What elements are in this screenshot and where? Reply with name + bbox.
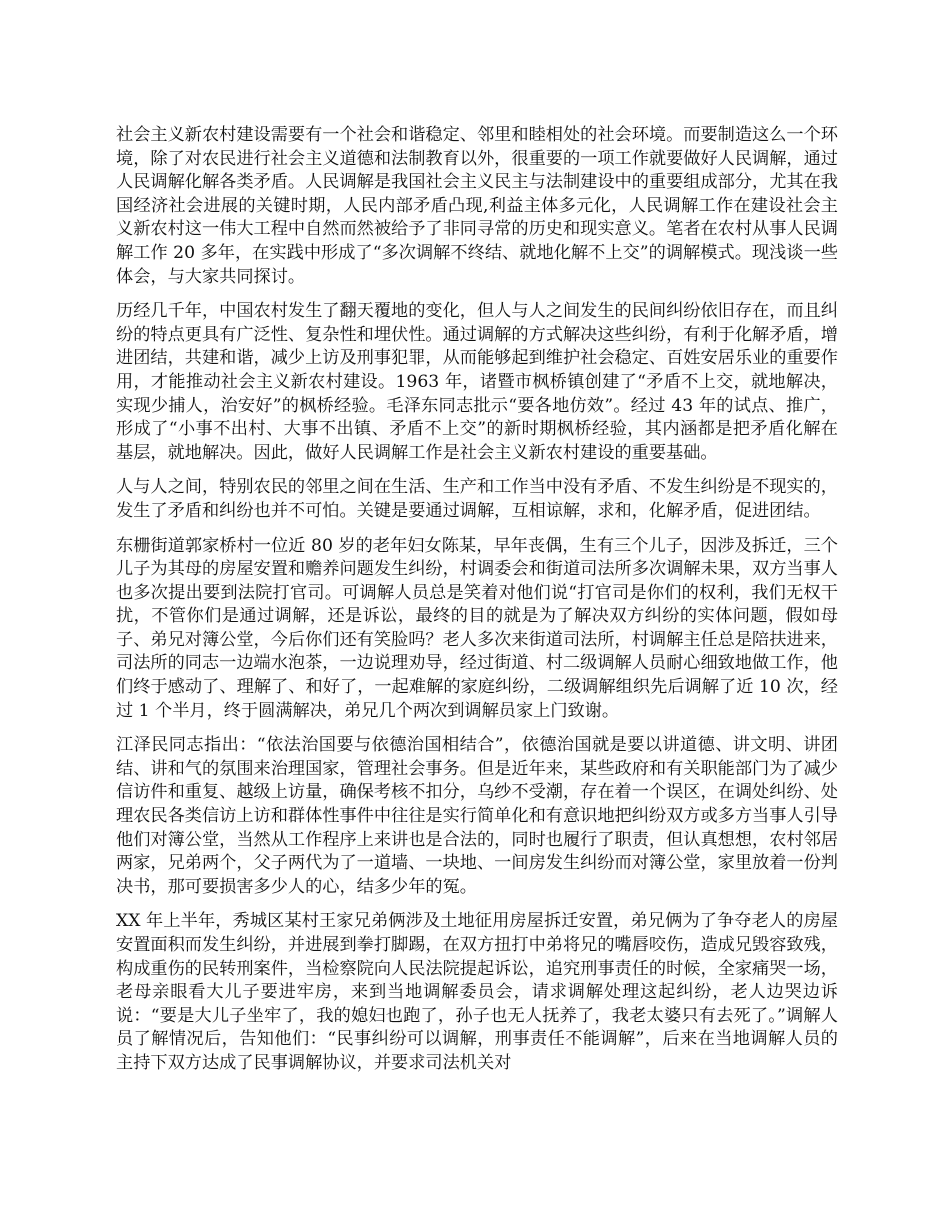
paragraph-5: 江泽民同志指出：“依法治国要与依德治国相结合”，依德治国就是要以讲道德、讲文明、讲团结、讲和气的氛围来治理国家，管理社会事务。但是近年来，某些政府和有关职能部门为了减少信访件和重复、越级上访量，确保考核不扣分，乌纱不受潮，存在着一个误区，在调处纠纷、处理农民各类信访上访和群体性事件中往往是实行简单化和有意识地把纠纷双方或多方当事人引导他们对簿公堂，当然从工作程序上来讲也是合法的，同时也履行了职责，但认真想想，农村邻居两家，兄弟两个，父子两代为了一道墙、一块地、一间房发生纠纷而对簿公堂，家里放着一份判决书，那可要损害多少人的心，结多少年的冤。 xyxy=(116,735,838,897)
paragraph-4: 东栅街道郭家桥村一位近 80 岁的老年妇女陈某，早年丧偶，生有三个儿子，因涉及拆迁，三个儿子为其母的房屋安置和赡养问题发生纠纷，村调委会和街道司法所多次调解未果，双方当事人也多次提出要到法院打官司。可调解人员总是笑着对他们说“打官司是你们的权利，我们无权干扰，不管你们是通过调解，还是诉讼，最终的目的就是为了解决双方纠纷的实体问题，假如母子、弟兄对簿公堂，今后你们还有笑脸吗？老人多次来街道司法所，村调解主任总是陪扶进来，司法所的同志一边端水泡茶，一边说理劝导，经过街道、村二级调解人员耐心细致地做工作，他们终于感动了、理解了、和好了，一起难解的家庭纠纷，二级调解组织先后调解了近 10 次，经过 1 个半月，终于圆满解决，弟兄几个两次到调解员家上门致谢。 xyxy=(116,535,838,721)
paragraph-1: 社会主义新农村建设需要有一个社会和谐稳定、邻里和睦相处的社会环境。而要制造这么一个环境，除了对农民进行社会主义道德和法制教育以外，很重要的一项工作就要做好人民调解，通过人民调解化解各类矛盾。人民调解是我国社会主义民主与法制建设中的重要组成部分，尤其在我国经济社会进展的关键时期，人民内部矛盾凸现,利益主体多元化，人民调解工作在建设社会主义新农村这一伟大工程中自然而然被给予了非同寻常的历史和现实意义。笔者在农村从事人民调解工作 20 多年，在实践中形成了“多次调解不终结、就地化解不上交”的调解模式。现浅谈一些体会，与大家共同探讨。 xyxy=(116,125,838,287)
paragraph-2: 历经几千年，中国农村发生了翻天覆地的变化，但人与人之间发生的民间纠纷依旧存在，而且纠纷的特点更具有广泛性、复杂性和埋伏性。通过调解的方式解决这些纠纷，有利于化解矛盾，增进团结，共建和谐，减少上访及刑事犯罪，从而能够起到维护社会稳定、百姓安居乐业的重要作用，才能推动社会主义新农村建设。1963 年，诸暨市枫桥镇创建了“矛盾不上交，就地解决，实现少捕人，治安好”的枫桥经验。毛泽东同志批示“要各地仿效”。经过 43 年的试点、推广，形成了“小事不出村、大事不出镇、矛盾不上交”的新时期枫桥经验，其内涵都是把矛盾化解在基层，就地解决。因此，做好人民调解工作是社会主义新农村建设的重要基础。 xyxy=(116,301,838,463)
paragraph-6: XX 年上半年，秀城区某村王家兄弟俩涉及土地征用房屋拆迁安置，弟兄俩为了争夺老人的房屋安置面积而发生纠纷，并进展到拳打脚踢，在双方扭打中弟将兄的嘴唇咬伤，造成兄毁容致残，构成重伤的民转刑案件，当检察院向人民法院提起诉讼，追究刑事责任的时候，全家痛哭一场，老母亲眼看大儿子要进牢房，来到当地调解委员会，请求调解处理这起纠纷，老人边哭边诉说：“要是大儿子坐牢了，我的媳妇也跑了，孙子也无人抚养了，我老太婆只有去死了。”调解人员了解情况后，告知他们：“民事纠纷可以调解，刑事责任不能调解”，后来在当地调解人员的主持下双方达成了民事调解协议，并要求司法机关对 xyxy=(116,911,838,1073)
document-page xyxy=(116,124,838,1087)
paragraph-3: 人与人之间，特别农民的邻里之间在生活、生产和工作当中没有矛盾、不发生纠纷是不现实的，发生了矛盾和纠纷也并不可怕。关键是要通过调解，互相谅解，求和，化解矛盾，促进团结。 xyxy=(116,477,838,521)
